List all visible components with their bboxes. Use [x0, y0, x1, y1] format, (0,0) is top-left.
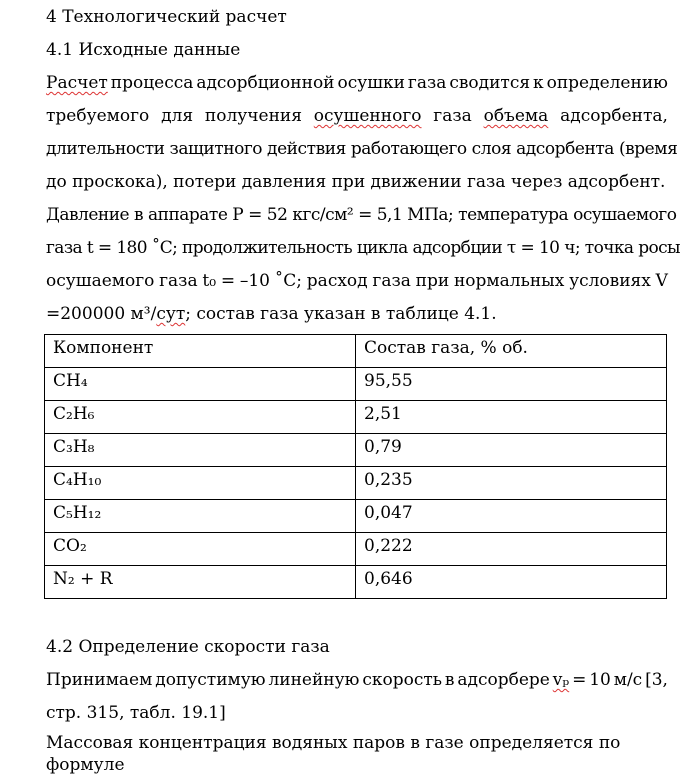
word: адсорбере: [457, 670, 550, 690]
table-cell: CH₄: [45, 368, 356, 401]
paragraph-1-line-1: [46, 72, 668, 94]
table-row: [45, 467, 667, 500]
paragraph-2-line-1: Давление в аппарате P = 52 кгс/см² = 5,1 МПа; температура осушаемого: [46, 205, 677, 225]
word: газа: [407, 73, 447, 93]
text-run: ; состав газа указан в таблице 4.1.: [185, 304, 497, 324]
paragraph-1-line-3: длительности защитного действия работающего слоя адсорбента (время: [46, 139, 678, 159]
table-row: [45, 434, 667, 467]
word: требуемого: [46, 106, 150, 126]
word: адсорбционной: [196, 73, 335, 93]
table-cell: C₄H₁₀: [45, 467, 356, 500]
table-cell: C₅H₁₂: [45, 500, 356, 533]
word: линейную: [268, 670, 360, 690]
word: для: [161, 106, 194, 126]
word: условиях: [569, 271, 651, 291]
section-heading-gas-velocity: 4.2 Определение скорости газа: [46, 637, 330, 657]
word: нормальных: [453, 271, 565, 291]
word: процесса: [110, 73, 194, 93]
word: =: [220, 271, 236, 291]
word: осушенного: [313, 106, 422, 126]
word: к: [533, 73, 544, 93]
table-cell: N₂ + R: [45, 566, 356, 599]
section-heading-initial-data: 4.1 Исходные данные: [46, 40, 241, 60]
table-cell: 2,51: [356, 401, 667, 434]
table-row: [45, 500, 667, 533]
word: ˚C;: [274, 271, 303, 291]
table-cell: 0,646: [356, 566, 667, 599]
table-header-cell: Состав газа, % об.: [356, 335, 667, 368]
word: газа: [159, 271, 198, 291]
word: расход: [306, 271, 368, 291]
word: при: [415, 271, 450, 291]
word: vₚ: [552, 670, 570, 690]
paragraph-3-line-1: [46, 669, 668, 691]
paragraph-2-line-4: [46, 303, 497, 325]
word: газа: [372, 271, 411, 291]
word: м/с: [613, 670, 643, 690]
word: объема: [483, 106, 549, 126]
table-cell: 0,79: [356, 434, 667, 467]
gas-composition-table: [44, 334, 667, 599]
paragraph-3-line-3-partial: Массовая концентрация водяных паров в газе определяется по формуле: [46, 733, 621, 775]
table-row: [45, 533, 667, 566]
table-cell: 0,047: [356, 500, 667, 533]
word: сводится: [449, 73, 531, 93]
word: осушаемого: [46, 271, 155, 291]
table-header-cell: Компонент: [45, 335, 356, 368]
word: определению: [546, 73, 668, 93]
paragraph-1-line-4: до проскока), потери давления при движении газа через адсорбент.: [46, 172, 666, 192]
word: =: [572, 670, 587, 690]
word: адсорбента,: [560, 106, 668, 126]
table-cell: C₂H₆: [45, 401, 356, 434]
table-header-row: [45, 335, 667, 368]
word: получения: [204, 106, 302, 126]
paragraph-3-line-2: стр. 315, табл. 19.1]: [46, 703, 226, 723]
table-cell: CO₂: [45, 533, 356, 566]
text-run: =200000 м³/: [46, 304, 157, 324]
paragraph-1-line-2: [46, 105, 668, 127]
word: в: [444, 670, 455, 690]
word: допустимую: [155, 670, 266, 690]
table-cell: C₃H₈: [45, 434, 356, 467]
word: [3,: [645, 670, 668, 690]
text-run: сут: [156, 304, 186, 324]
table-row: [45, 566, 667, 599]
word: 10: [589, 670, 611, 690]
word: Принимаем: [46, 670, 153, 690]
cut-off-line: [46, 733, 646, 775]
word: –10: [239, 271, 270, 291]
paragraph-2-line-2: газа t = 180 ˚C; продолжительность цикла адсорбции τ = 10 ч; точка росы: [46, 238, 680, 258]
word: скорость: [362, 670, 443, 690]
word: газа: [433, 106, 472, 126]
word: Расчет: [46, 73, 108, 93]
table-row: [45, 368, 667, 401]
table-cell: 95,55: [356, 368, 667, 401]
word: осушки: [337, 73, 405, 93]
table-cell: 0,222: [356, 533, 667, 566]
paragraph-2-line-3: [46, 270, 668, 292]
word: V: [655, 271, 668, 291]
table-cell: 0,235: [356, 467, 667, 500]
table-row: [45, 401, 667, 434]
word: t₀: [202, 271, 217, 291]
chapter-heading: 4 Технологический расчет: [46, 7, 287, 27]
